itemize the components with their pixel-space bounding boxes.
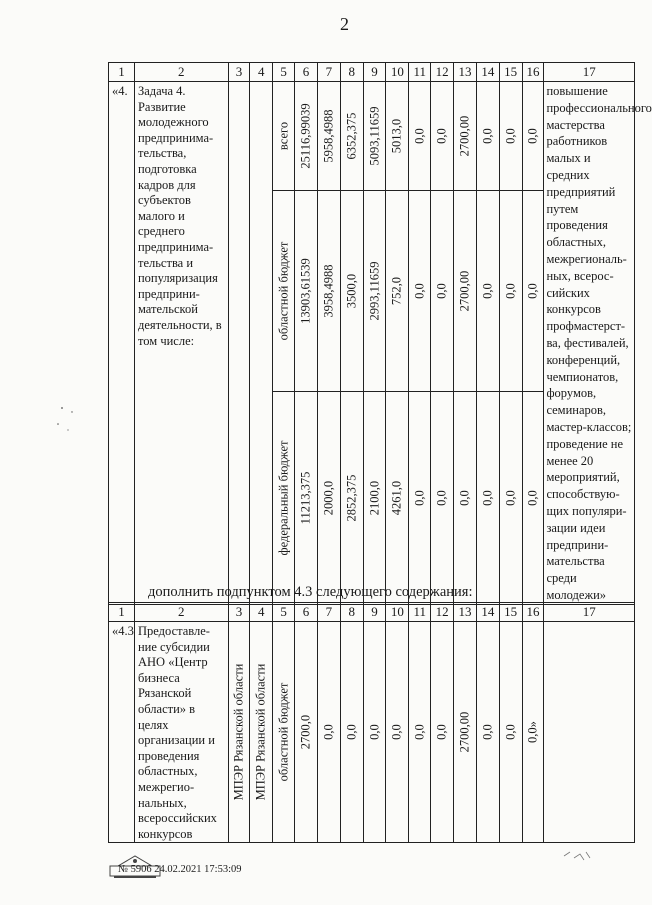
column-header: 12 <box>431 603 454 622</box>
value-cell: 6352,375 <box>340 82 363 191</box>
value-cell: 0,0 <box>499 82 522 191</box>
executor-cell: МПЭР Рязанской области <box>228 622 250 843</box>
value-cell: 13903,61539 <box>295 191 318 392</box>
task-number: «4. <box>109 82 135 605</box>
value-cell: 0,0 <box>409 191 431 392</box>
value-cell: 2700,00 <box>454 191 477 392</box>
column-header: 9 <box>363 63 386 82</box>
value-cell: 0,0 <box>340 622 363 843</box>
column-header: 8 <box>340 603 363 622</box>
value-cell: 0,0 <box>454 391 477 604</box>
value-cell: 25116,99039 <box>295 82 318 191</box>
task-name: Задача 4. Развитие молодежного предпринима-тельства, подготовка кадров для субъектов малого и среднего предпринима-тельства и популяризация предприни-мательской деятельности, в том числе: <box>134 82 228 605</box>
value-cell: 0,0 <box>499 191 522 392</box>
column-header: 11 <box>409 603 431 622</box>
value-cell: 2700,0 <box>295 622 318 843</box>
subitem-result <box>544 622 635 843</box>
row-label-federal: федеральный бюджет <box>273 391 295 604</box>
value-cell: 0,0 <box>363 622 386 843</box>
value-cell: 0,0 <box>317 622 340 843</box>
column-header: 3 <box>228 63 250 82</box>
column-header: 17 <box>544 603 635 622</box>
program-table <box>108 62 652 605</box>
column-header: 8 <box>340 63 363 82</box>
task-result: повышение профессионального мастерства работников малых и средних предприятий путем проведения областных, межрегиональ-ных, всерос-сийских конкурсов профмастерст-ва, фестивалей, конференций, чемпионатов, форумов, семинаров, мастер-классов; проведение не менее 20 мероприятий, способствую-щих популяри-зации идеи предприни-мательства среди молодежи» <box>544 82 635 605</box>
column-header: 1 <box>109 603 135 622</box>
subitem-name: Предоставле-ние субсидии АНО «Центр бизнеса Рязанской области» в целях организации и проведения областных, межрегио-нальных, всероссийских конкурсов <box>134 622 228 843</box>
column-header: 10 <box>386 603 409 622</box>
column-header: 1 <box>109 63 135 82</box>
scan-specks-icon <box>50 400 90 440</box>
value-cell: 3958,4988 <box>317 191 340 392</box>
value-cell: 4261,0 <box>386 391 409 604</box>
amendment-instruction: дополнить подпунктом 4.3 следующего содержания: <box>148 584 473 600</box>
value-cell: 0,0 <box>499 622 522 843</box>
column-header: 17 <box>544 63 635 82</box>
value-cell: 5013,0 <box>386 82 409 191</box>
value-cell: 3500,0 <box>340 191 363 392</box>
value-cell: 752,0 <box>386 191 409 392</box>
funding-source-cell: областной бюджет <box>273 622 295 843</box>
doc-number: № 5906 <box>118 864 152 875</box>
column-header: 15 <box>499 603 522 622</box>
column-header: 6 <box>295 603 318 622</box>
value-cell: 2852,375 <box>340 391 363 604</box>
value-cell: 0,0 <box>522 82 544 191</box>
column-header: 14 <box>476 63 499 82</box>
subitem-number: «4.3 <box>109 622 135 843</box>
value-cell: 0,0 <box>409 391 431 604</box>
column-header: 12 <box>431 63 454 82</box>
value-cell: 0,0 <box>431 191 454 392</box>
value-cell: 2100,0 <box>363 391 386 604</box>
value-cell: 0,0 <box>476 391 499 604</box>
coexecutor-cell: МПЭР Рязанской области <box>250 622 273 843</box>
value-cell: 5958,4988 <box>317 82 340 191</box>
column-header: 2 <box>134 63 228 82</box>
registration-footer <box>118 864 242 875</box>
value-cell: 2700,00 <box>454 622 477 843</box>
column-header: 10 <box>386 63 409 82</box>
value-cell: 0,0 <box>386 622 409 843</box>
value-cell: 0,0 <box>431 622 454 843</box>
value-cell: 0,0 <box>409 622 431 843</box>
task-col3 <box>228 82 250 605</box>
value-cell: 2000,0 <box>317 391 340 604</box>
value-cell: 0,0 <box>431 82 454 191</box>
column-header: 2 <box>134 603 228 622</box>
row-label-total: всего <box>273 82 295 191</box>
value-cell: 0,0 <box>522 191 544 392</box>
value-cell: 0,0» <box>522 622 544 843</box>
value-cell: 0,0 <box>499 391 522 604</box>
value-cell: 0,0 <box>522 391 544 604</box>
column-header: 7 <box>317 63 340 82</box>
column-header: 14 <box>476 603 499 622</box>
value-cell: 2993,11659 <box>363 191 386 392</box>
doc-datetime: 24.02.2021 17:53:09 <box>154 864 242 875</box>
subitem-table <box>108 602 635 843</box>
column-header: 9 <box>363 603 386 622</box>
page-number: 2 <box>340 14 349 34</box>
scan-specks-icon <box>560 838 600 878</box>
column-header: 5 <box>273 63 295 82</box>
column-header: 16 <box>522 603 544 622</box>
column-header: 13 <box>454 63 477 82</box>
value-cell: 5093,11659 <box>363 82 386 191</box>
row-label-regional: областной бюджет <box>273 191 295 392</box>
column-header: 5 <box>273 603 295 622</box>
value-cell: 0,0 <box>476 622 499 843</box>
value-cell: 11213,375 <box>295 391 318 604</box>
column-header: 3 <box>228 603 250 622</box>
value-cell: 0,0 <box>476 82 499 191</box>
value-cell: 0,0 <box>476 191 499 392</box>
column-header: 16 <box>522 63 544 82</box>
value-cell: 2700,00 <box>454 82 477 191</box>
column-header: 6 <box>295 63 318 82</box>
column-header: 15 <box>499 63 522 82</box>
column-header: 4 <box>250 603 273 622</box>
column-header: 4 <box>250 63 273 82</box>
value-cell: 0,0 <box>431 391 454 604</box>
column-header: 7 <box>317 603 340 622</box>
column-header: 11 <box>409 63 431 82</box>
task-col4 <box>250 82 273 605</box>
value-cell: 0,0 <box>409 82 431 191</box>
column-header: 13 <box>454 603 477 622</box>
